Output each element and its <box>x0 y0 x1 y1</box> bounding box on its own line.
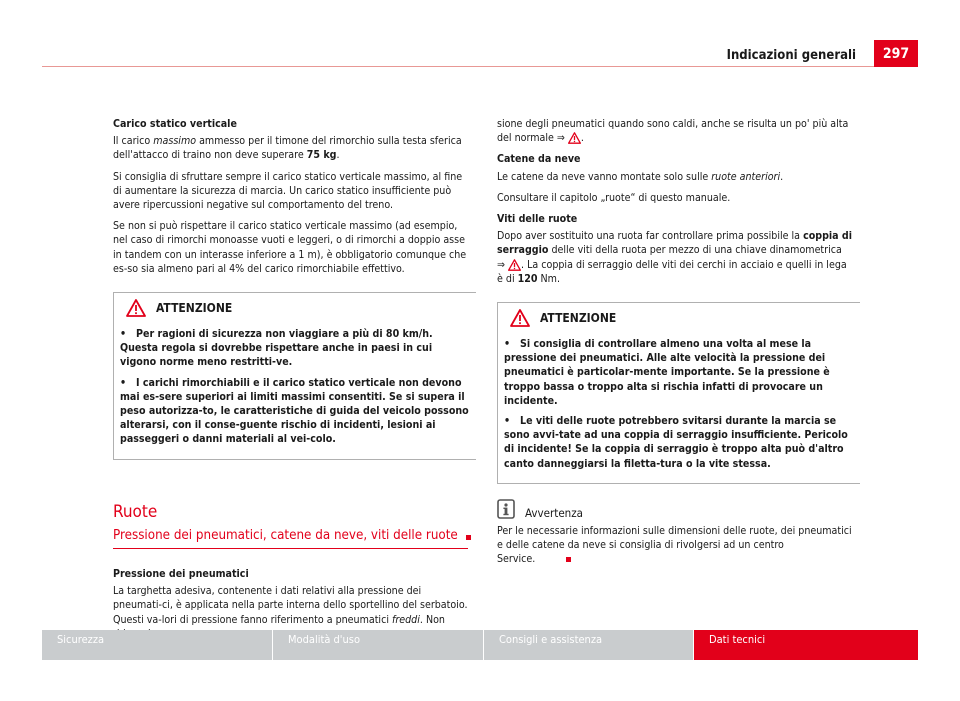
warning-box-right <box>497 302 860 484</box>
warning-triangle-icon <box>126 299 146 317</box>
note-text: Per le necessarie informazioni sulle dimensioni delle ruote, dei pneumatici e delle catene da neve si consiglia di rivolgersi ad un centro Service. <box>497 525 852 566</box>
warning-ref-icon <box>508 259 521 271</box>
warning-item: • Per ragioni di sicurezza non viaggiare a più di 80 km/h. Questa regola si dovrebbe rispettare anche in paesi in cui vigono norme meno restritti-ve. <box>120 328 433 369</box>
heading-catene: Catene da neve <box>497 153 581 166</box>
warning-box-left <box>113 292 476 460</box>
paragraph-targhetta: La targhetta adesiva, contenente i dati relativi alla pressione dei pneumati-ci, è applicata nella parte interna dello sportellino del serbatoio. Questi va-lori di pressione fanno riferimento a pneumatici freddi. Non <box>113 585 468 626</box>
heading-viti: Viti delle ruote <box>497 213 578 226</box>
paragraph-eccezione: Se non si può rispettare il carico statico verticale massimo (ad esempio, nel caso di rimorchi monoasse vuoti e leggeri, o di rimorchi a doppio asse in tandem con un interasse inferiore a 1 m), è obbligatorio comunque che es-so sia almeno pari al 4% del carico rimorchiabile effettivo. <box>113 220 467 275</box>
header-title: Indicazioni generali <box>726 48 856 63</box>
header-rule <box>42 66 874 67</box>
warning-title: ATTENZIONE <box>156 300 233 315</box>
paragraph-consiglio: Si consiglia di sfruttare sempre il carico statico verticale massimo, al fine di aumentare la sicurezza di marcia. Un carico statico insufficiente può avere ripercussioni negative sul comportamento del treno. <box>113 170 463 212</box>
section-end-mark <box>566 557 571 562</box>
heading-carico-statico: Carico statico verticale <box>113 118 237 130</box>
section-end-mark <box>466 535 471 540</box>
note-header <box>497 498 852 520</box>
footer-tab-dati-tecnici[interactable]: Dati tecnici <box>694 630 918 660</box>
footer-nav <box>42 630 918 660</box>
section-subtitle: Pressione dei pneumatici, catene da neve, viti delle ruote <box>113 527 458 543</box>
paragraph-viti: Dopo aver sostituito una ruota far controllare prima possibile la coppia di serraggio delle viti della ruota per mezzo di una chiave dinamometrica ⇒ . La coppia di serraggio delle viti dei cerchi in acciaio e quelli in lega è di 120 Nm. <box>497 230 853 285</box>
paragraph-catene: Le catene da neve vanno montate solo sulle ruote anteriori. <box>497 170 784 183</box>
paragraph-carico-massimo: Il carico massimo ammesso per il timone del rimorchio sulla testa sferica dell'attacco di traino non deve superare 75 kg. <box>113 135 462 162</box>
left-column <box>113 117 468 648</box>
info-icon <box>497 499 515 519</box>
warning-item: • Si consiglia di controllare almeno una volta al mese la pressione dei pneumatici. Alle alte velocità la pressione dei pneumatici è particolar-mente importante. Se la pressione è troppo bassa o troppo alta si rischia infatti di provocare un incidente. <box>504 338 830 407</box>
page-number: 297 <box>874 40 918 67</box>
footer-tab-consigli[interactable]: Consigli e assistenza <box>484 630 694 660</box>
paragraph-capitolo: Consultare il capitolo „ruote“ di questo manuale. <box>497 191 731 204</box>
right-column <box>497 117 852 574</box>
footer-tab-sicurezza[interactable]: Sicurezza <box>42 630 273 660</box>
warning-item: • I carichi rimorchiabili e il carico statico verticale non devono mai es-sere superiori ai limiti massimi consentiti. Se si supera il peso autorizza-to, le caratteristiche di guida del veicolo possono alterarsi, con il conse-guente rischio di incidenti, lesioni ai passeggeri o danni materiali al vei-colo. <box>120 376 469 446</box>
warning-ref-icon <box>568 132 581 144</box>
note-title: Avvertenza <box>525 505 584 520</box>
footer-tab-modalita[interactable]: Modalità d'uso <box>273 630 484 660</box>
subtitle-rule <box>113 548 468 549</box>
paragraph-pressione-cont: sione degli pneumatici quando sono caldi, anche se risulta un po' più alta del normale ⇒ . <box>497 118 849 145</box>
warning-triangle-icon <box>510 309 530 327</box>
warning-item: • Le viti delle ruote potrebbero svitarsi durante la marcia se sono avvi-tate ad una coppia di serraggio insufficiente. Pericolo di incidente! Se la coppia di serraggio è troppo alta può d'altro canto danneggiarsi la filetta-tura o la vite stessa. <box>504 415 848 470</box>
section-title: Ruote <box>113 501 158 522</box>
warning-title: ATTENZIONE <box>540 310 617 325</box>
heading-pressione: Pressione dei pneumatici <box>113 568 249 581</box>
